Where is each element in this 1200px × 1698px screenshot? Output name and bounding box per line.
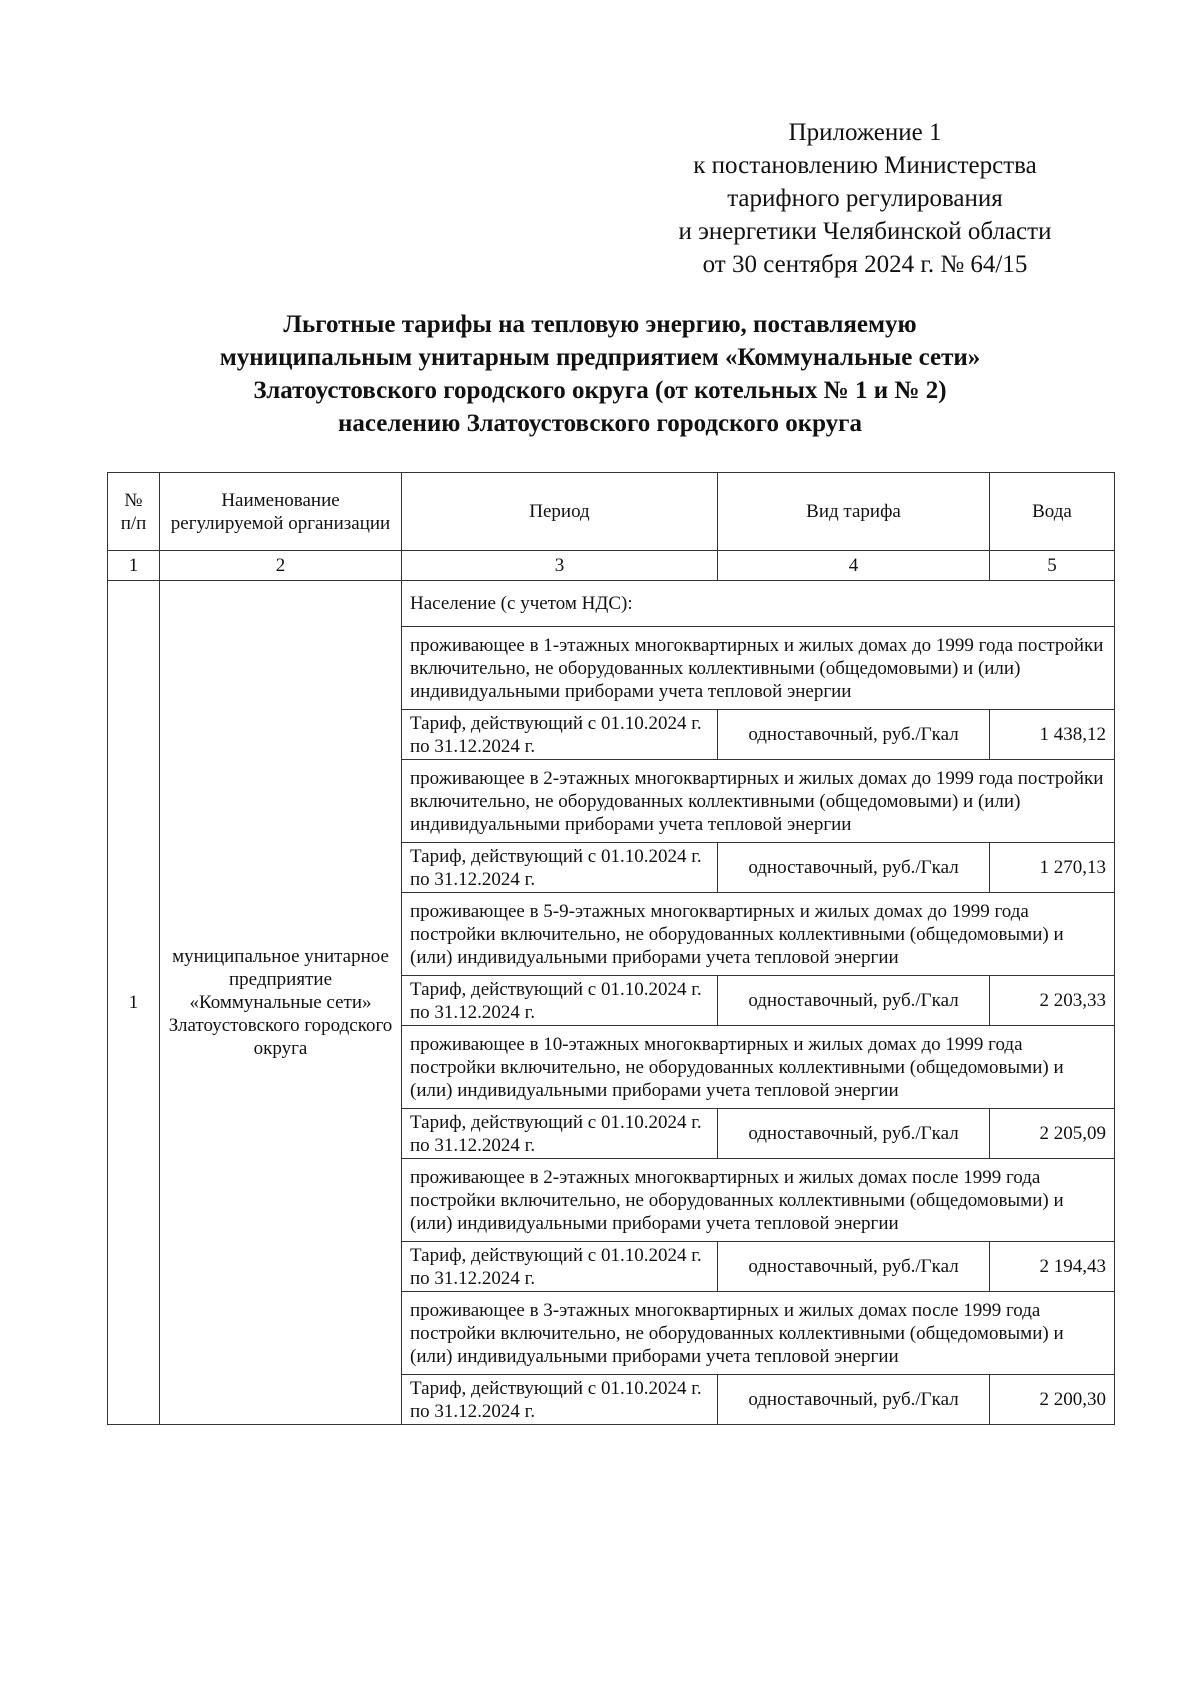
tariff-value: 2 205,09 xyxy=(990,1109,1115,1159)
tariff-type: одноставочный, руб./Гкал xyxy=(718,1375,990,1425)
col-number: 3 xyxy=(402,551,718,581)
header-num: № п/п xyxy=(108,473,160,551)
decree-date: от 30 сентября 2024 г. № 64/15 xyxy=(702,251,1028,278)
tariff-table xyxy=(107,472,1115,1425)
appendix-label: Приложение 1 xyxy=(788,119,942,146)
tariff-type: одноставочный, руб./Гкал xyxy=(718,1242,990,1292)
tariff-type: одноставочный, руб./Гкал xyxy=(718,1109,990,1159)
category-description: проживающее в 2-этажных многоквартирных и жилых домах до 1999 года постройки включительно, не оборудованных коллективными (общедомовыми) и (или) индивидуальными приборами учета тепловой энергии xyxy=(402,760,1115,843)
tariff-value: 1 438,12 xyxy=(990,710,1115,760)
category-description: проживающее в 3-этажных многоквартирных и жилых домах после 1999 года постройки включительно, не оборудованных коллективными (общедомовыми) и (или) индивидуальными приборами учета тепловой энергии xyxy=(402,1292,1115,1375)
col-number: 2 xyxy=(160,551,402,581)
appendix-header xyxy=(640,116,1090,281)
ministry-line-1: тарифного регулирования xyxy=(727,185,1003,212)
tariff-value: 1 270,13 xyxy=(990,843,1115,893)
tariff-period: Тариф, действующий с 01.10.2024 г. по 31.12.2024 г. xyxy=(402,843,718,893)
tariff-period: Тариф, действующий с 01.10.2024 г. по 31.12.2024 г. xyxy=(402,976,718,1026)
ministry-line-2: и энергетики Челябинской области xyxy=(678,218,1052,245)
row-number: 1 xyxy=(108,581,160,1425)
category-description: проживающее в 2-этажных многоквартирных и жилых домах после 1999 года постройки включительно, не оборудованных коллективными (общедомовыми) и (или) индивидуальными приборами учета тепловой энергии xyxy=(402,1159,1115,1242)
title-line-4: населению Златоустовского городского округа xyxy=(337,410,863,437)
tariff-period: Тариф, действующий с 01.10.2024 г. по 31.12.2024 г. xyxy=(402,1242,718,1292)
tariff-value: 2 200,30 xyxy=(990,1375,1115,1425)
tariff-period: Тариф, действующий с 01.10.2024 г. по 31.12.2024 г. xyxy=(402,1375,718,1425)
title-line-2: муниципальным унитарным предприятием «Коммунальные сети» xyxy=(219,344,981,371)
title-line-1: Льготные тарифы на тепловую энергию, поставляемую xyxy=(283,311,917,338)
decree-reference: к постановлению Министерства xyxy=(693,152,1037,179)
header-water: Вода xyxy=(990,473,1115,551)
tariff-period: Тариф, действующий с 01.10.2024 г. по 31.12.2024 г. xyxy=(402,710,718,760)
tariff-value: 2 194,43 xyxy=(990,1242,1115,1292)
col-number: 1 xyxy=(108,551,160,581)
tariff-type: одноставочный, руб./Гкал xyxy=(718,843,990,893)
category-description: проживающее в 1-этажных многоквартирных и жилых домах до 1999 года постройки включительно, не оборудованных коллективными (общедомовыми) и (или) индивидуальными приборами учета тепловой энергии xyxy=(402,627,1115,710)
header-type: Вид тарифа xyxy=(718,473,990,551)
header-org: Наименование регулируемой организации xyxy=(160,473,402,551)
category-description: проживающее в 10-этажных многоквартирных и жилых домах до 1999 года постройки включительно, не оборудованных коллективными (общедомовыми) и (или) индивидуальными приборами учета тепловой энергии xyxy=(402,1026,1115,1109)
organization-name: муниципальное унитарное предприятие «Коммунальные сети» Златоустовского городского округа xyxy=(160,581,402,1425)
tariff-period: Тариф, действующий с 01.10.2024 г. по 31.12.2024 г. xyxy=(402,1109,718,1159)
tariff-value: 2 203,33 xyxy=(990,976,1115,1026)
document-title xyxy=(100,308,1100,440)
category-description: проживающее в 5-9-этажных многоквартирных и жилых домах до 1999 года постройки включительно, не оборудованных коллективными (общедомовыми) и (или) индивидуальными приборами учета тепловой энергии xyxy=(402,893,1115,976)
population-label: Население (с учетом НДС): xyxy=(402,581,1115,627)
title-line-3: Златоустовского городского округа (от котельных № 1 и № 2) xyxy=(253,377,947,404)
header-period: Период xyxy=(402,473,718,551)
col-number: 5 xyxy=(990,551,1115,581)
tariff-type: одноставочный, руб./Гкал xyxy=(718,976,990,1026)
col-number: 4 xyxy=(718,551,990,581)
tariff-type: одноставочный, руб./Гкал xyxy=(718,710,990,760)
